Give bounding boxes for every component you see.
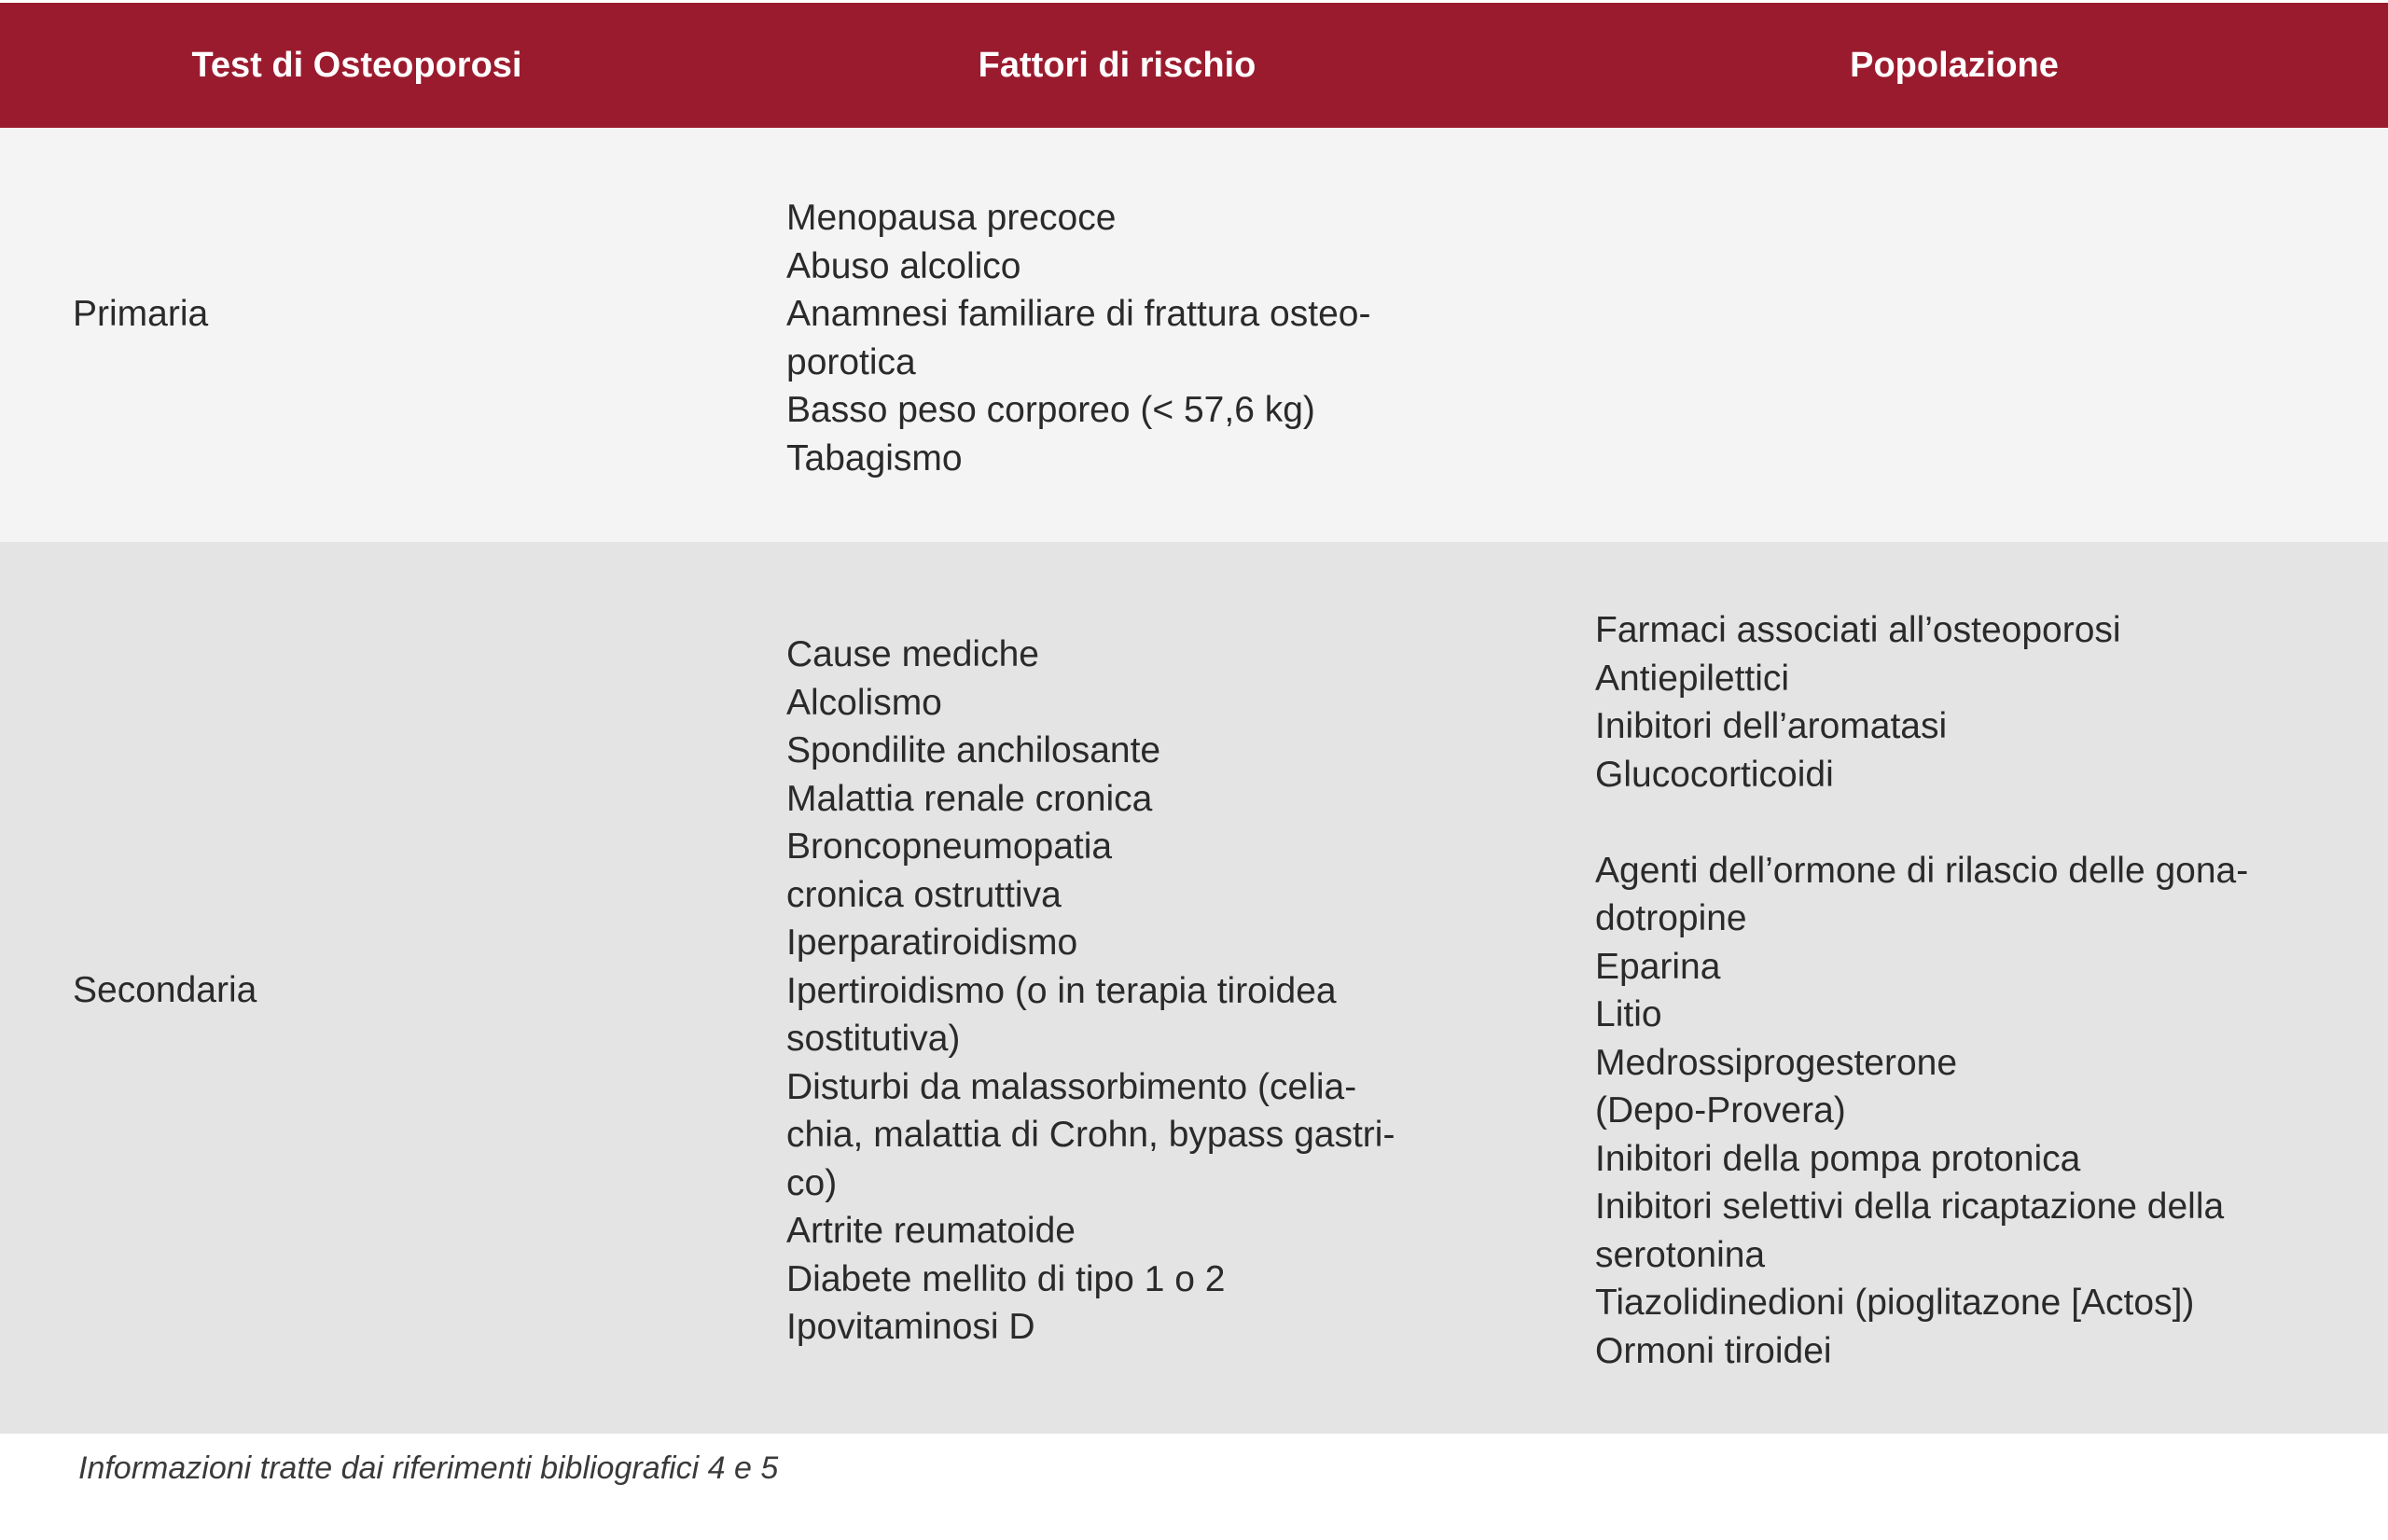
list-item: co) xyxy=(786,1162,838,1203)
list-item: Ormoni tiroidei xyxy=(1595,1330,1832,1371)
list-item: Diabete mellito di tipo 1 o 2 xyxy=(786,1258,1226,1299)
row-label-secondaria: Secondaria xyxy=(73,970,257,1010)
list-item: Tiazolidinedioni (pioglitazone [Actos]) xyxy=(1595,1283,2195,1323)
table-row-secondaria xyxy=(0,542,2388,1434)
list-item: chia, malattia di Crohn, bypass gastri- xyxy=(786,1115,1395,1155)
list-item: (Depo-Provera) xyxy=(1595,1090,1846,1131)
table-row-primaria xyxy=(0,128,2388,542)
list-item: Farmaci associati all’osteoporosi xyxy=(1595,610,2121,650)
list-item: Artrite reumatoide xyxy=(786,1211,1076,1251)
risk-factors-primaria xyxy=(786,194,1458,482)
list-item: dotropine xyxy=(1595,898,1747,938)
list-item: Cause mediche xyxy=(786,634,1039,674)
header-population: Popolazione xyxy=(1850,46,2059,85)
list-item: Litio xyxy=(1595,994,1662,1034)
list-item: Disturbi da malassorbimento (celia- xyxy=(786,1066,1357,1107)
list-item: Basso peso corporeo (< 57,6 kg) xyxy=(786,390,1315,430)
list-item: sostitutiva) xyxy=(786,1019,961,1059)
list-item: Malattia renale cronica xyxy=(786,778,1153,819)
list-item: Ipertiroidismo (o in terapia tiroidea xyxy=(786,970,1337,1011)
population-secondaria xyxy=(1595,606,2369,1375)
list-item: Abuso alcolico xyxy=(786,245,1021,286)
list-item: Agenti dell’ormone di rilascio delle gona- xyxy=(1595,850,2249,891)
header-risk-factors: Fattori di rischio xyxy=(978,46,1256,85)
header-test: Test di Osteoporosi xyxy=(191,46,522,85)
list-item: Broncopneumopatia xyxy=(786,826,1113,867)
footnote: Informazioni tratte dai riferimenti bibliografici 4 e 5 xyxy=(78,1450,779,1486)
row-label-primaria: Primaria xyxy=(73,294,209,334)
list-item: Glucocorticoidi xyxy=(1595,754,1834,795)
osteoporosis-table xyxy=(0,3,2388,1434)
list-spacer xyxy=(1595,798,2369,847)
list-item: Inibitori dell’aromatasi xyxy=(1595,706,1948,746)
list-item: cronica ostruttiva xyxy=(786,874,1062,915)
list-item: Inibitori della pompa protonica xyxy=(1595,1138,2081,1179)
list-item: Menopausa precoce xyxy=(786,198,1117,238)
list-item: Antiepilettici xyxy=(1595,658,1790,699)
list-item: Medrossiprogesterone xyxy=(1595,1042,1958,1083)
list-item: Inibitori selettivi della ricaptazione della xyxy=(1595,1186,2225,1227)
list-item: Tabagismo xyxy=(786,437,963,479)
list-item: Iperparatiroidismo xyxy=(786,923,1078,963)
list-item: Alcolismo xyxy=(786,682,942,723)
list-item: Anamnesi familiare di frattura osteo- xyxy=(786,294,1371,334)
table-header xyxy=(0,3,2388,128)
list-item: Ipovitaminosi D xyxy=(786,1307,1035,1347)
list-item: Spondilite anchilosante xyxy=(786,730,1161,770)
list-item: porotica xyxy=(786,341,916,382)
risk-factors-secondaria xyxy=(786,631,1458,1352)
list-item: serotonina xyxy=(1595,1234,1766,1275)
list-item: Eparina xyxy=(1595,946,1721,987)
